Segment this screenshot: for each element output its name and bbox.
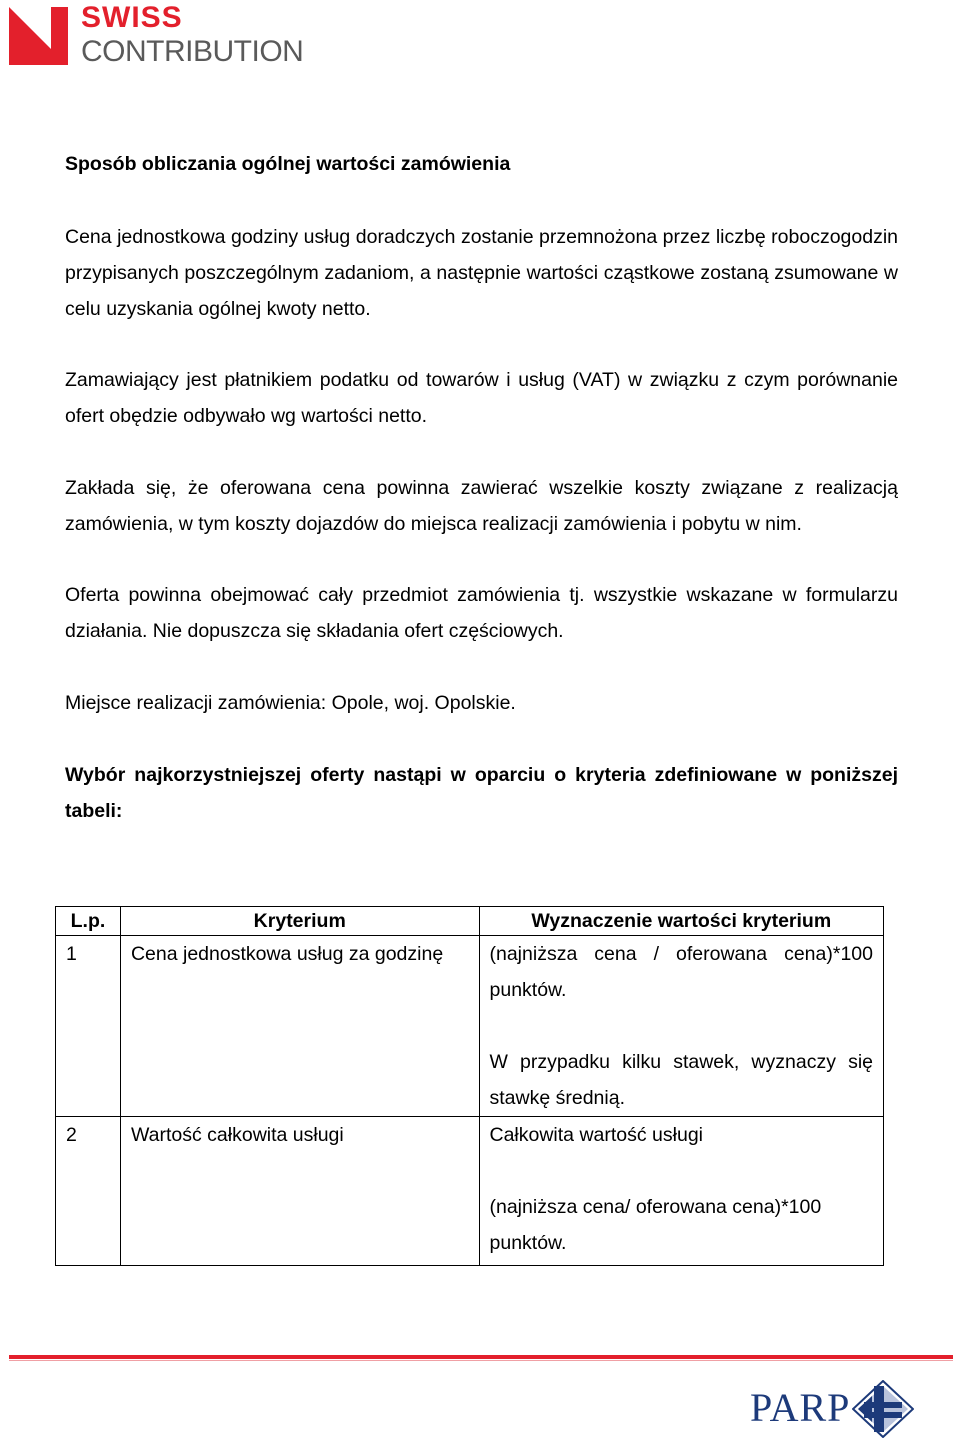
paragraph-vat: Zamawiający jest płatnikiem podatku od towarów i usług (VAT) w związku z czym porównanie ofert obędzie odbywało wg wartości netto. xyxy=(65,369,898,427)
paragraph-costs: Zakłada się, że oferowana cena powinna zawierać wszelkie koszty związane z realizacją zamówienia, w tym koszty dojazdów do miejsca realizacji zamówienia i pobytu w nim. xyxy=(65,477,898,535)
footer-divider xyxy=(9,1355,953,1359)
footer-divider-thin xyxy=(9,1360,953,1361)
criteria-table xyxy=(55,906,884,1266)
cell-criterion: Wartość całkowita usługi xyxy=(120,1117,479,1266)
parp-logo xyxy=(750,1380,920,1438)
table-row xyxy=(56,936,884,1117)
paragraph-location: Miejsce realizacji zamówienia: Opole, woj. Opolskie. xyxy=(65,692,516,714)
column-header-criterion: Kryterium xyxy=(120,907,479,936)
table-header-row xyxy=(56,907,884,936)
logo-text-swiss: SWISS xyxy=(81,1,183,34)
table-row xyxy=(56,1117,884,1266)
cell-lp: 1 xyxy=(56,936,121,1117)
cell-value-line: W przypadku kilku stawek, wyznaczy się stawkę średnią. xyxy=(489,1051,873,1109)
cell-lp: 2 xyxy=(56,1117,121,1266)
column-header-value: Wyznaczenie wartości kryterium xyxy=(479,907,884,936)
paragraph-criteria-intro: Wybór najkorzystniejszej oferty nastąpi w oparciu o kryteria zdefiniowane w poniższej tabeli: xyxy=(65,764,898,822)
cell-value-line: (najniższa cena/ oferowana cena)*100 punktów. xyxy=(489,1196,822,1254)
logo-text-contribution: CONTRIBUTION xyxy=(81,35,304,68)
paragraph-offer-scope: Oferta powinna obejmować cały przedmiot zamówienia tj. wszystkie wskazane w formularzu działania. Nie dopuszcza się składania ofert częściowych. xyxy=(65,584,898,642)
cell-value-line: Całkowita wartość usługi xyxy=(489,1124,704,1146)
swiss-contribution-logo xyxy=(9,1,309,69)
parp-logo-text: PARP xyxy=(750,1385,851,1430)
cell-value-line: (najniższa cena / oferowana cena)*100 punktów. xyxy=(489,943,873,1001)
cell-criterion: Cena jednostkowa usług za godzinę xyxy=(120,936,479,1117)
column-header-lp: L.p. xyxy=(56,907,121,936)
cell-value xyxy=(479,936,884,1117)
paragraph-calculation: Cena jednostkowa godziny usług doradczych zostanie przemnożona przez liczbę roboczogodzin przypisanych poszczególnym zadaniom, a następnie wartości cząstkowe zostaną zsumowane w celu uzyskania ogólnej kwoty netto. xyxy=(65,226,898,320)
section-heading: Sposób obliczania ogólnej wartości zamówienia xyxy=(65,153,511,175)
cell-value xyxy=(479,1117,884,1266)
swiss-flag-icon xyxy=(9,7,68,65)
parp-emblem-icon xyxy=(852,1380,914,1438)
